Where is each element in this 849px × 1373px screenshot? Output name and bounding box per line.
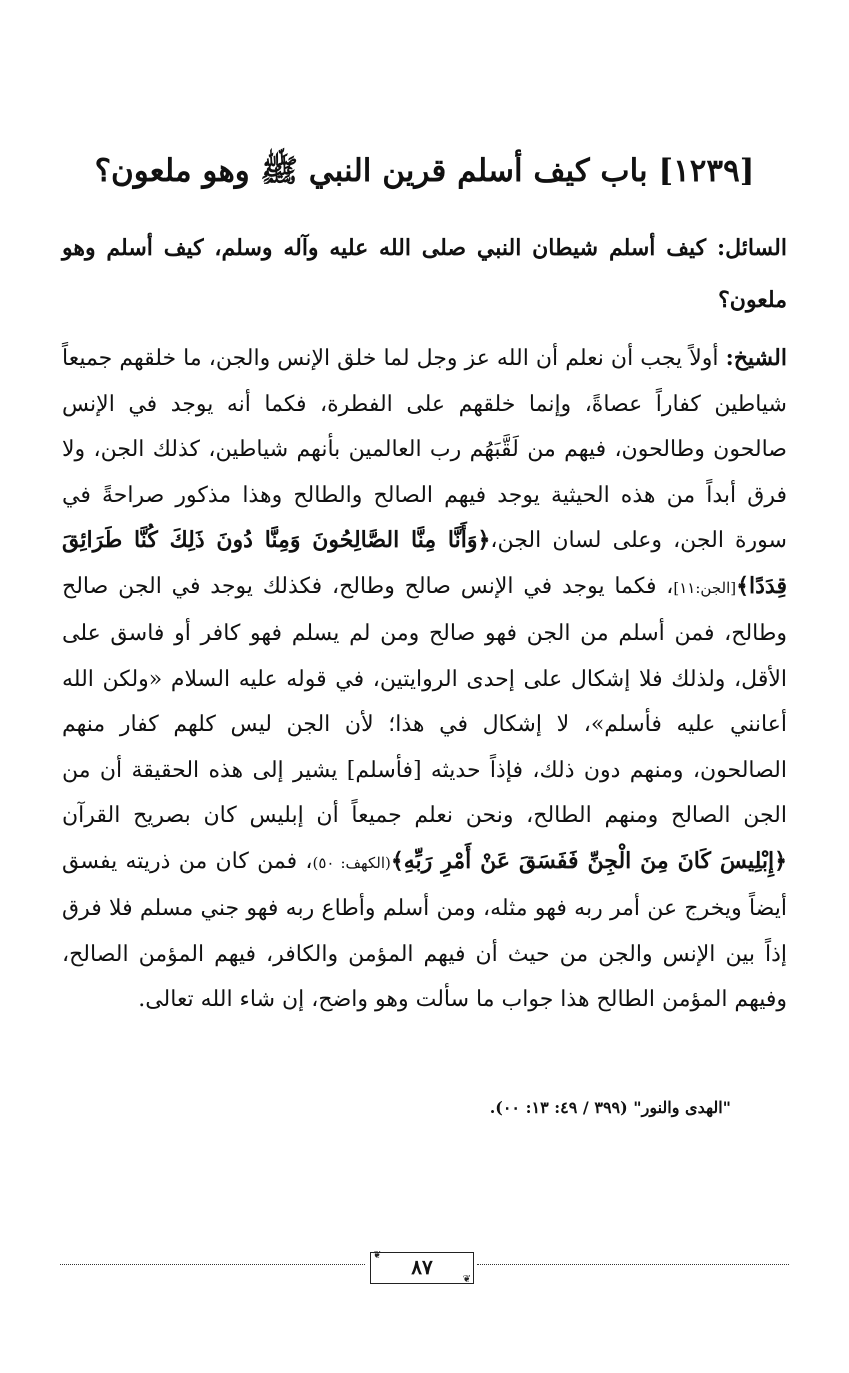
quran-verse-2: ﴿إِبْلِيسَ كَانَ مِنَ الْجِنِّ فَفَسَقَ عَنْ أَمْرِ رَبِّهِ﴾ — [390, 847, 787, 874]
answer-text-part3: ، فمن كان من ذريته يفسق أيضاً ويخرج عن أمر ربه فهو مثله، ومن أسلم وأطاع ربه فهو جني مسلم فلا فرق إذاً بين الإنس والجن من حيث أن فيهم المؤمن والكافر، فيهم المؤمن الصالح، وفيهم المؤمن الطالح هذا جواب ما سألت وهو واضح، إن شاء الله تعالى. — [62, 848, 787, 1012]
answer-text-part2: ، فكما يوجد في الإنس صالح وطالح، فكذلك يوجد في الجن صالح وطالح، فمن أسلم من الجن فهو صالح ومن لم يسلم فهو كافر أو فاسق على الأقل، ولذلك فلا إشكال على إحدى الروايتين، في قوله عليه السلام «ولكن الله أعانني عليه فأسلم»، لا إشكال في هذا؛ لأن الجن ليس كلهم كفار منهم الصالحون، ومنهم دون ذلك، فإذاً حديثه [فأسلم] يشير إلى هذه الحقيقة أن من الجن الصالح ومنهم الطالح، ونحن نعلم جميعاً أن إبليس كان بصريح القرآن — [62, 573, 787, 828]
ornament-icon: ❦ — [373, 1250, 382, 1261]
quran-verse-1: ﴿وَأَنَّا مِنَّا الصَّالِحُونَ وَمِنَّا دُونَ ذَلِكَ كُنَّا طَرَائِقَ قِدَدًا﴾ — [62, 527, 787, 599]
footer-dotted-rule-right — [477, 1264, 789, 1265]
answer-speaker: الشيخ: — [725, 345, 787, 371]
ornament-icon: ❦ — [462, 1274, 471, 1285]
verse-1-reference: [الجن:١١] — [673, 578, 737, 597]
verse-2-reference: (الكهف: ٥٠) — [312, 853, 391, 872]
source-citation: "الهدى والنور" (٣٩٩ / ٤٩: ١٣: ٠٠). — [489, 1098, 731, 1117]
footer-dotted-rule-left — [60, 1264, 365, 1265]
page-title: [١٢٣٩] باب كيف أسلم قرين النبي ﷺ وهو ملعون؟ — [94, 152, 755, 189]
answer-text-part1: أولاً يجب أن نعلم أن الله عز وجل لما خلق الإنس والجن، ما خلقهم جميعاً شياطين كفاراً عصاةً، وإنما خلقهم على الفطرة، فكما أنه يوجد في الإنس صالحون وطالحون، فيهم من لَقَّبَهُم رب العالمين بأنهم شياطين، كذلك الجن، ولا فرق أبداً من هذه الحيثية يوجد فيهم الصالح والطالح وهذا مذكور صراحةً في سورة الجن، وعلى لسان الجن، — [62, 346, 787, 553]
answer-paragraph — [62, 336, 787, 1023]
page-number-frame — [370, 1252, 474, 1284]
page-footer — [60, 1252, 789, 1292]
page-number: ٨٧ — [411, 1255, 433, 1279]
question-paragraph: السائل: كيف أسلم شيطان النبي صلى الله عليه وآله وسلم، كيف أسلم وهو ملعون؟ — [62, 235, 787, 313]
